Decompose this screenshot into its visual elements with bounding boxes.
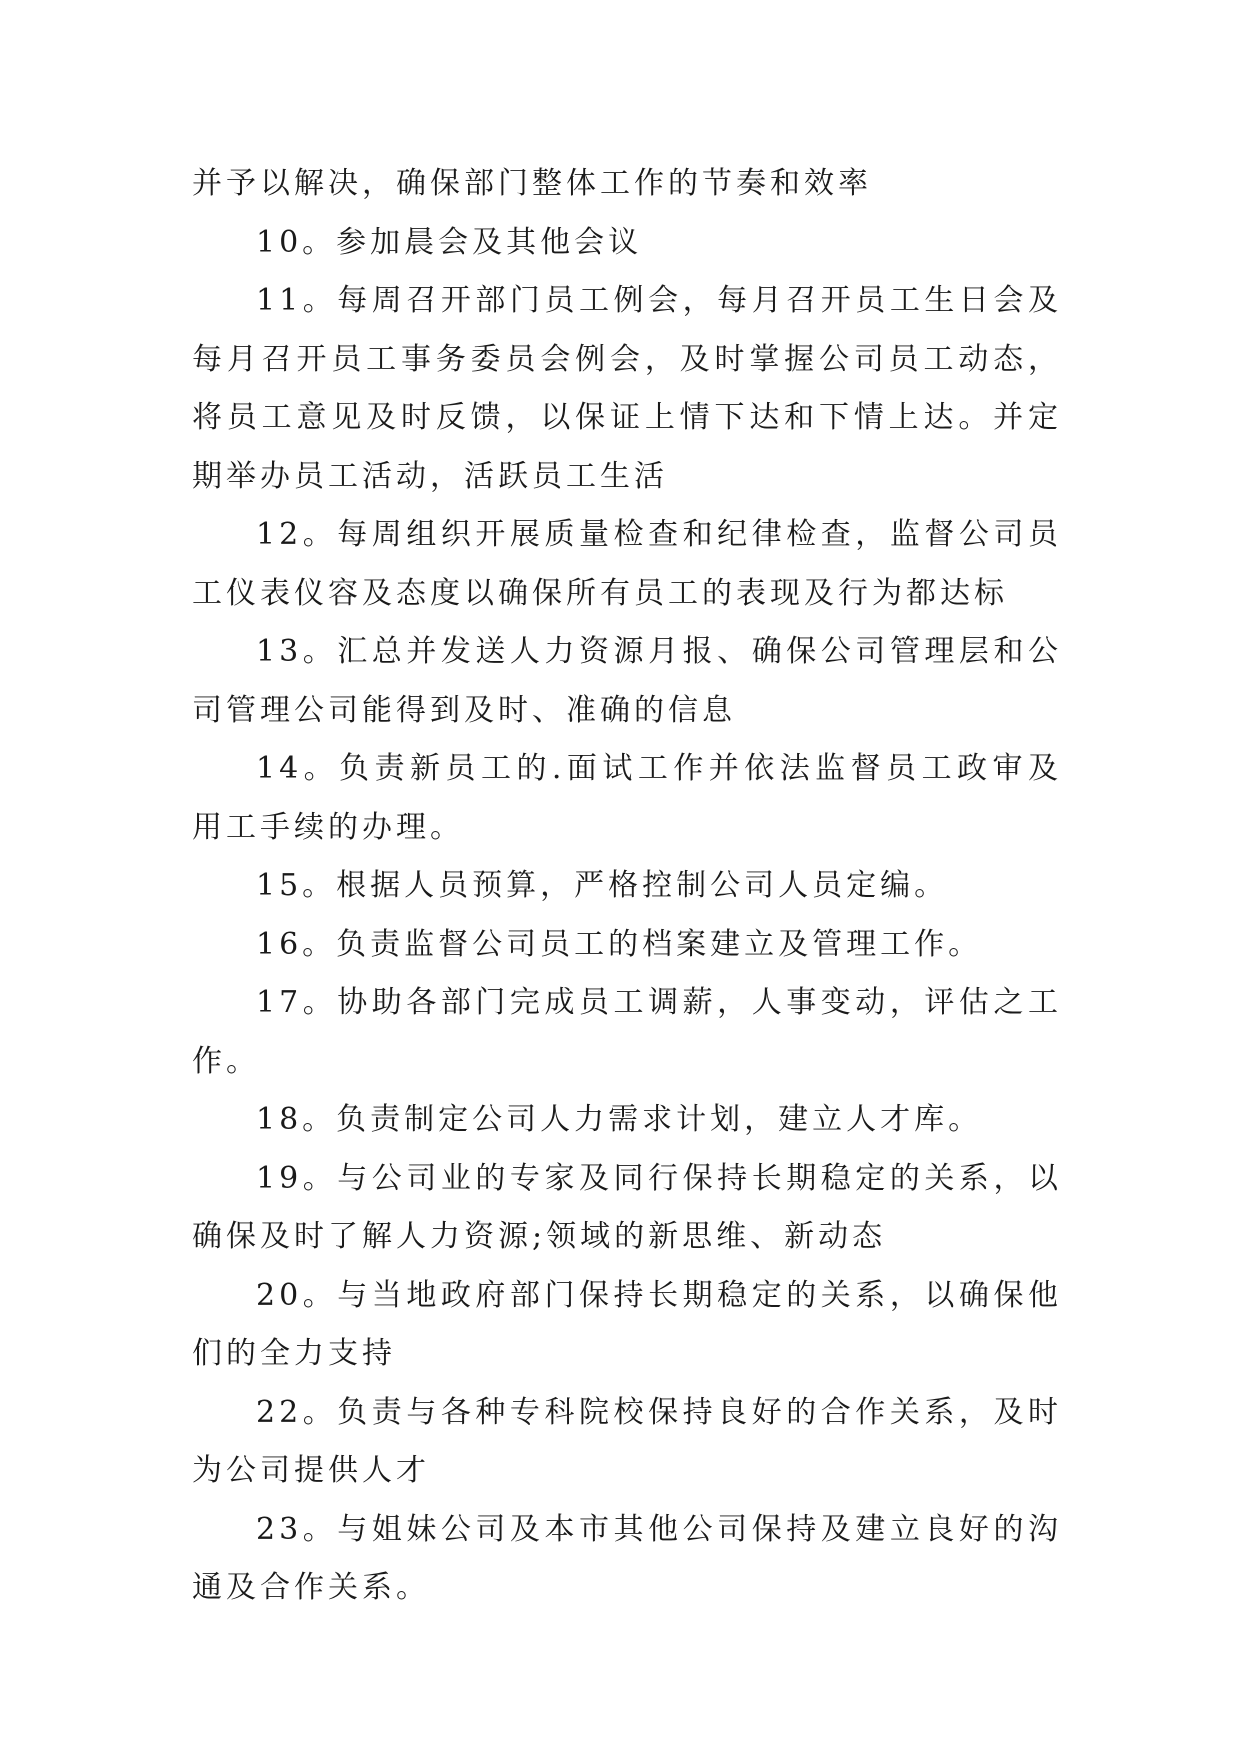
paragraph-item-15: 15。根据人员预算，严格控制公司人员定编。 [256, 868, 949, 903]
paragraph-item-17: 17。协助各部门完成员工调薪，人事变动，评估之工作。 [192, 985, 1062, 1079]
paragraph-item-16: 16。负责监督公司员工的档案建立及管理工作。 [256, 926, 983, 962]
paragraph-item-13: 13。汇总并发送人力资源月报、确保公司管理层和公司管理公司能得到及时、准确的信息 [192, 634, 1062, 728]
paragraph-item-10: 10。参加晨会及其他会议 [256, 224, 643, 260]
paragraph-item-20: 20。与当地政府部门保持长期稳定的关系，以确保他们的全力支持 [192, 1277, 1062, 1371]
paragraph-item-18: 18。负责制定公司人力需求计划，建立人才库。 [256, 1102, 983, 1137]
paragraph-item-12: 12。每周组织开展质量检查和纪律检查，监督公司员工仪表仪容及态度以确保所有员工的表现及行为都达标 [192, 517, 1062, 611]
paragraph-item-14: 14。负责新员工的.面试工作并依法监督员工政审及用工手续的办理。 [192, 751, 1062, 845]
paragraph-item-11: 11。每周召开部门员工例会，每月召开员工生日会及每月召开员工事务委员会例会，及时掌握公司员工动态，将员工意见及时反馈，以保证上情下达和下情上达。并定期举办员工活动，活跃员工生活 [192, 283, 1062, 494]
paragraph-item-23: 23。与姐妹公司及本市其他公司保持及建立良好的沟通及合作关系。 [192, 1511, 1062, 1605]
paragraph-continuation: 并予以解决，确保部门整体工作的节奏和效率 [192, 166, 872, 201]
document-body [192, 155, 1062, 1618]
paragraph-item-22: 22。负责与各种专科院校保持良好的合作关系，及时为公司提供人才 [192, 1394, 1062, 1488]
paragraph-item-19: 19。与公司业的专家及同行保持长期稳定的关系，以确保及时了解人力资源;领域的新思维、新动态 [192, 1160, 1062, 1254]
